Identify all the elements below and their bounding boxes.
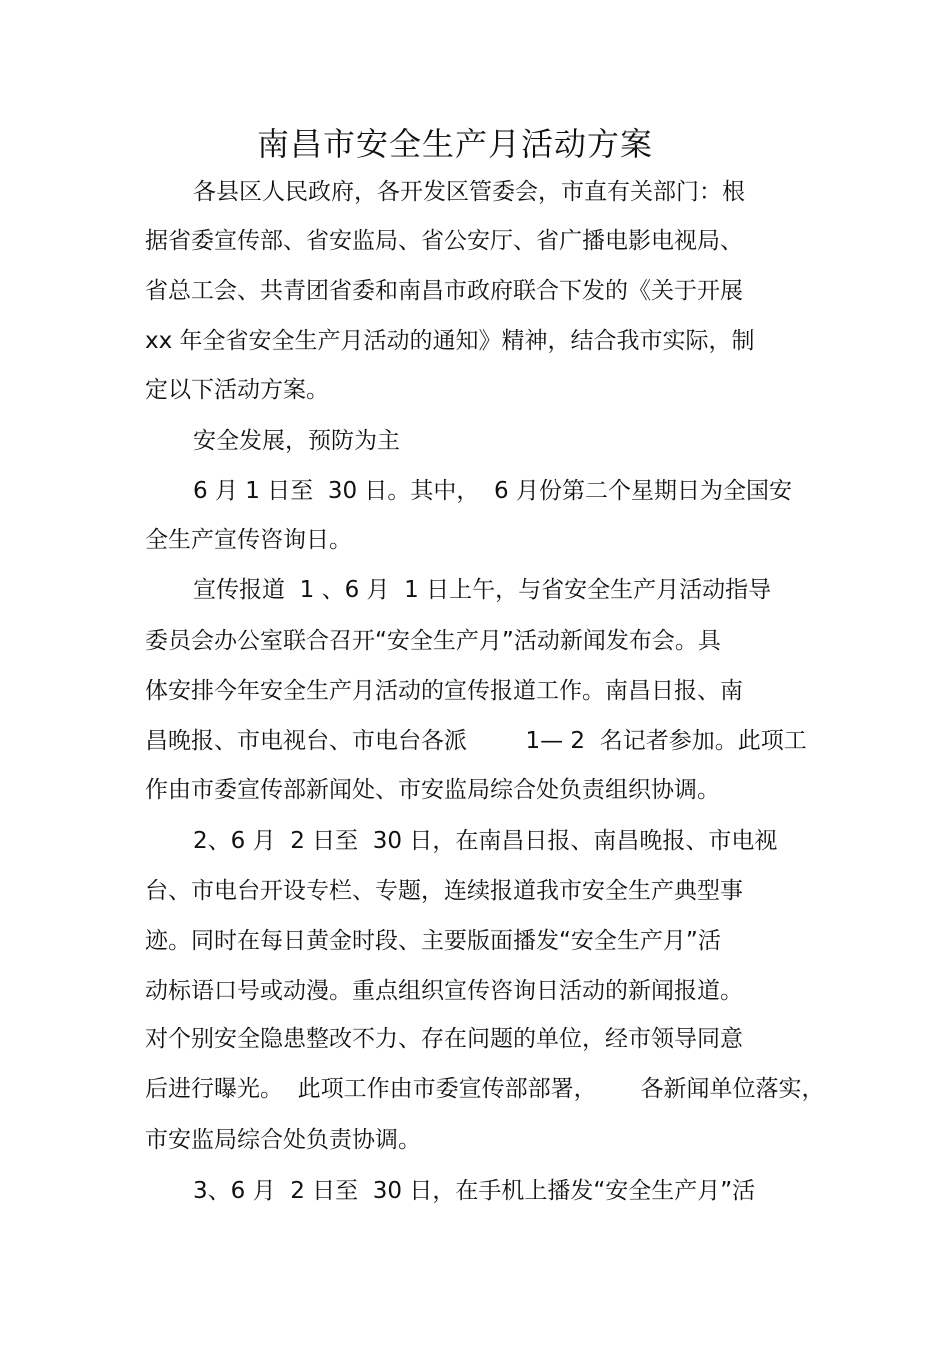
paragraph-line: 对个别安全隐患整改不力、存在问题的单位，经市领导同意 — [145, 1026, 743, 1052]
document-title: 南昌市安全生产月活动方案 — [256, 125, 653, 163]
paragraph-line: 2、6 月 2 日至 30 日，在南昌日报、南昌晚报、市电视 — [193, 828, 778, 854]
paragraph-line: 后进行曝光。 此项工作由市委宣传部部署， 各新闻单位落实， — [145, 1076, 825, 1102]
paragraph-line: 全生产宣传咨询日。 — [145, 527, 352, 553]
paragraph-line: xx 年全省安全生产月活动的通知》精神，结合我市实际，制 — [145, 328, 755, 354]
paragraph-line: 委员会办公室联合召开“安全生产月”活动新闻发布会。具 — [145, 628, 721, 654]
paragraph-line: 各县区人民政府，各开发区管委会，市直有关部门：根 — [193, 179, 745, 205]
paragraph-line: 据省委宣传部、省安监局、省公安厅、省广播电影电视局、 — [145, 228, 743, 254]
paragraph-line: 省总工会、共青团省委和南昌市政府联合下发的《关于开展 — [145, 278, 743, 304]
paragraph-line: 定以下活动方案。 — [145, 377, 329, 403]
paragraph-line: 昌晚报、市电视台、市电台各派 1— 2 名记者参加。此项工 — [145, 728, 807, 754]
paragraph-line: 作由市委宣传部新闻处、市安监局综合处负责组织协调。 — [145, 777, 720, 803]
paragraph-line: 台、市电台开设专栏、专题，连续报道我市安全生产典型事 — [145, 878, 743, 904]
paragraph-line: 3、6 月 2 日至 30 日，在手机上播发“安全生产月”活 — [193, 1178, 756, 1204]
paragraph-line: 宣传报道 1 、6 月 1 日上午，与省安全生产月活动指导 — [193, 577, 772, 603]
paragraph-line: 迹。同时在每日黄金时段、主要版面播发“安全生产月”活 — [145, 928, 721, 954]
paragraph-line: 市安监局综合处负责协调。 — [145, 1127, 421, 1153]
paragraph-line: 动标语口号或动漫。重点组织宣传咨询日活动的新闻报道。 — [145, 978, 743, 1004]
paragraph-line: 体安排今年安全生产月活动的宣传报道工作。南昌日报、南 — [145, 678, 743, 704]
paragraph-line: 6 月 1 日至 30 日。其中， 6 月份第二个星期日为全国安 — [193, 478, 792, 504]
paragraph-line: 安全发展，预防为主 — [193, 428, 400, 454]
